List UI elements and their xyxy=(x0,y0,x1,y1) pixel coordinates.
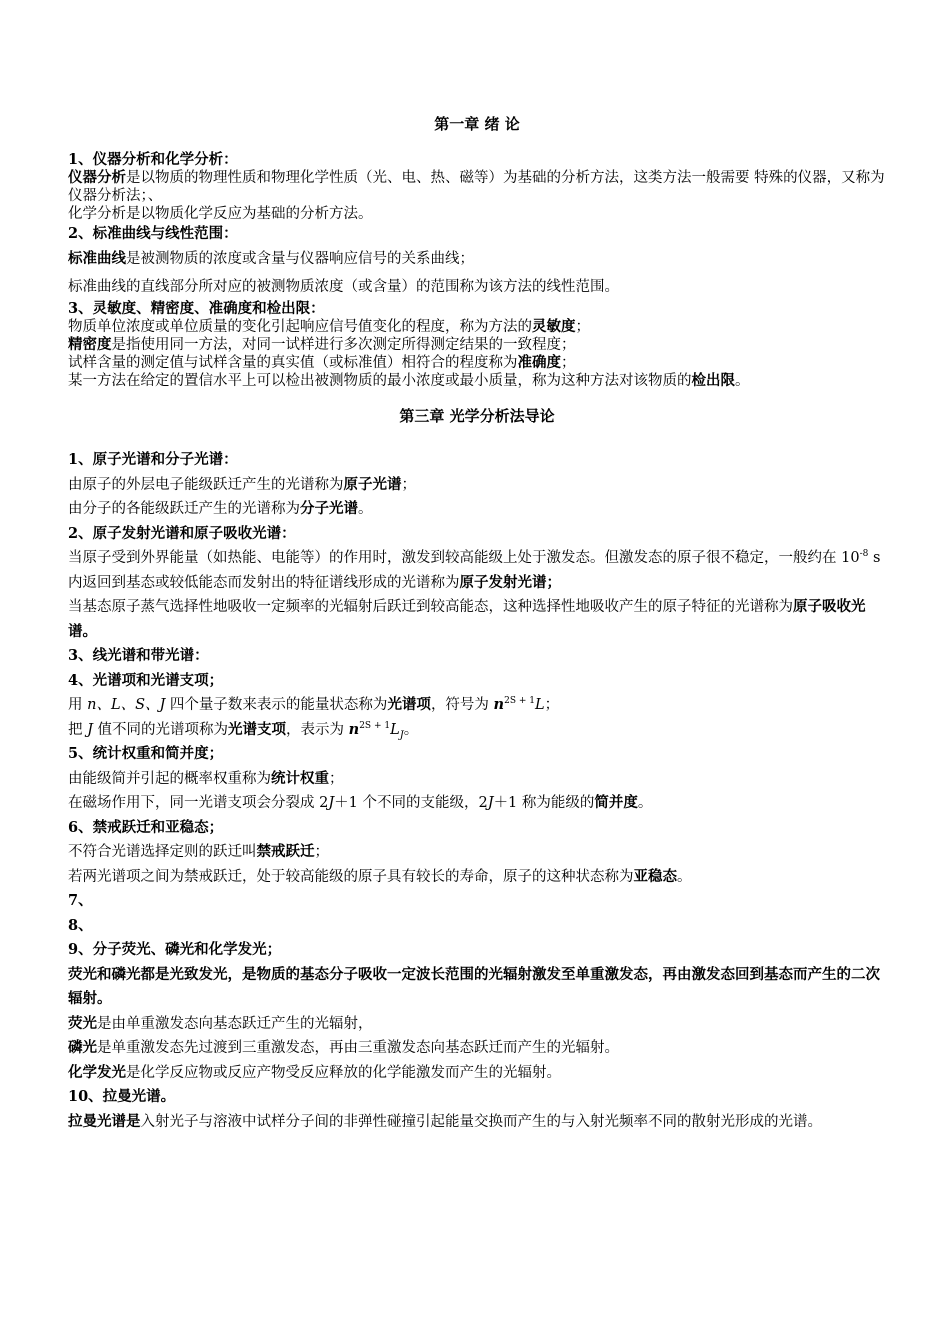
section-3-4-paragraph-1: 用 n、L、S、J 四个量子数来表示的能量状态称为光谱项，符号为 $n^{2S + 1}L$； xyxy=(68,696,560,713)
term: 仪器分析 xyxy=(68,169,126,186)
term: 分子光谱 xyxy=(300,500,358,517)
section-3-2-paragraph-1: 当原子受到外界能量（如热能、电能等）的作用时，激发到较高能级上处于激发态。但激发态的原子很不稳定，一般约在 $10^{-8}$ s 内返回到基态或较低能态而发射出的特征谱线形成的光谱称为原子发射光谱； xyxy=(68,549,881,591)
term: 化学发光 xyxy=(68,1063,126,1081)
section-1-1-heading: 1、仪器分析和化学分析： xyxy=(68,151,238,168)
section-1-2-paragraph-1: 标准曲线是被测物质的浓度或含量与仪器响应信号的关系曲线； xyxy=(68,250,474,267)
section-1-3-paragraph-3: 试样含量的测定值与试样含量的真实值（或标准值）相符合的程度称为准确度； xyxy=(68,354,576,371)
term: 原子发射光谱； xyxy=(459,573,561,591)
section-1-3-heading: 3、灵敏度、精密度、准确度和检出限： xyxy=(68,300,325,317)
section-3-5-paragraph-2: 在磁场作用下，同一光谱支项会分裂成 2J＋1 个不同的支能级，2J＋1 称为能级的简并度。 xyxy=(68,794,653,811)
section-3-4-paragraph-2: 把 J 值不同的光谱项称为光谱支项，表示为 $n^{2S + 1}L_J$。 xyxy=(68,720,419,741)
term: 灵敏度 xyxy=(532,318,576,335)
section-3-1-paragraph-2: 由分子的各能级跃迁产生的光谱称为分子光谱。 xyxy=(68,500,373,517)
section-1-1-paragraph-1: 仪器分析是以物质的物理性质和物理化学性质（光、电、热、磁等）为基础的分析方法，这类方法一般需要 特殊的仪器，又称为仪器分析法；、 xyxy=(68,169,885,204)
section-3-2-heading: 2、原子发射光谱和原子吸收光谱： xyxy=(68,524,296,542)
section-3-7-heading: 7、 xyxy=(68,892,93,909)
section-3-10-heading: 10、拉曼光谱。 xyxy=(68,1088,176,1105)
section-3-6-paragraph-1: 不符合光谱选择定则的跃迁叫禁戒跃迁； xyxy=(68,843,329,860)
term: 光谱项 xyxy=(387,696,431,713)
chapter-1-body xyxy=(68,150,886,390)
term: 原子光谱 xyxy=(343,475,402,493)
term: 统计权重 xyxy=(271,769,329,787)
term: 原子吸收光谱。 xyxy=(68,598,866,640)
term: 检出限 xyxy=(691,372,735,389)
term: 精密度 xyxy=(68,336,112,353)
section-3-9-paragraph-3: 磷光是单重激发态先过渡到三重激发态，再由三重激发态向基态跃迁而产生的光辐射。 xyxy=(68,1039,619,1056)
section-1-3-paragraph-1: 物质单位浓度或单位质量的变化引起响应信号值变化的程度，称为方法的灵敏度； xyxy=(68,318,590,335)
section-3-9-paragraph-1: 荧光和磷光都是光致发光，是物质的基态分子吸收一定波长范围的光辐射激发至单重激发态，再由激发态回到基态而产生的二次辐射。 xyxy=(68,965,880,1007)
term: 磷光 xyxy=(68,1039,97,1056)
section-3-9-paragraph-4: 化学发光是化学反应物或反应产物受反应释放的化学能激发而产生的光辐射。 xyxy=(68,1063,561,1081)
section-1-3-paragraph-2: 精密度是指使用同一方法，对同一试样进行多次测定所得测定结果的一致程度； xyxy=(68,336,576,353)
section-3-2-paragraph-2: 当基态原子蒸气选择性地吸收一定频率的光辐射后跃迁到较高能态，这种选择性地吸收产生的原子特征的光谱称为原子吸收光谱。 xyxy=(68,598,866,640)
section-1-1-paragraph-2: 化学分析是以物质化学反应为基础的分析方法。 xyxy=(68,206,373,222)
term: 荧光 xyxy=(68,1014,97,1032)
term: 亚稳态 xyxy=(633,867,677,885)
chapter-1-title: 第一章 绪 论 xyxy=(434,115,520,133)
term: 禁戒跃迁 xyxy=(256,843,315,860)
section-3-4-heading: 4、光谱项和光谱支项； xyxy=(68,671,224,689)
section-3-6-heading: 6、禁戒跃迁和亚稳态； xyxy=(68,818,224,836)
section-3-3-heading: 3、线光谱和带光谱： xyxy=(68,647,209,664)
term: 标准曲线 xyxy=(68,250,126,267)
term: 光谱支项 xyxy=(228,720,287,738)
section-3-6-paragraph-2: 若两光谱项之间为禁戒跃迁，处于较高能级的原子具有较长的寿命，原子的这种状态称为亚稳态。 xyxy=(68,867,692,885)
term: 简并度 xyxy=(594,794,638,811)
section-1-3-paragraph-4: 某一方法在给定的置信水平上可以检出被测物质的最小浓度或最小质量，称为这种方法对该物质的检出限。 xyxy=(68,372,750,389)
term: 准确度 xyxy=(517,354,561,371)
section-3-9-paragraph-2: 荧光是由单重激发态向基态跃迁产生的光辐射， xyxy=(68,1014,373,1032)
section-3-1-paragraph-1: 由原子的外层电子能级跃迁产生的光谱称为原子光谱； xyxy=(68,475,416,493)
section-3-8-heading: 8、 xyxy=(68,916,93,934)
term: 拉曼光谱是 xyxy=(68,1112,141,1130)
section-3-9-heading: 9、分子荧光、磷光和化学发光； xyxy=(68,941,282,958)
section-3-10-paragraph-1: 拉曼光谱是入射光子与溶液中试样分子间的非弹性碰撞引起能量交换而产生的与入射光频率不同的散射光形成的光谱。 xyxy=(68,1112,822,1130)
section-1-2-heading: 2、标准曲线与线性范围： xyxy=(68,225,238,242)
chapter-3-title: 第三章 光学分析法导论 xyxy=(399,407,555,425)
section-3-1-heading: 1、原子光谱和分子光谱： xyxy=(68,451,238,468)
chapter-3-body xyxy=(68,448,886,1134)
section-1-2-paragraph-2: 标准曲线的直线部分所对应的被测物质浓度（或含量）的范围称为该方法的线性范围。 xyxy=(68,279,619,295)
document-page xyxy=(68,112,886,1134)
section-3-5-heading: 5、统计权重和简并度； xyxy=(68,745,224,762)
section-3-5-paragraph-1: 由能级简并引起的概率权重称为统计权重； xyxy=(68,769,344,787)
